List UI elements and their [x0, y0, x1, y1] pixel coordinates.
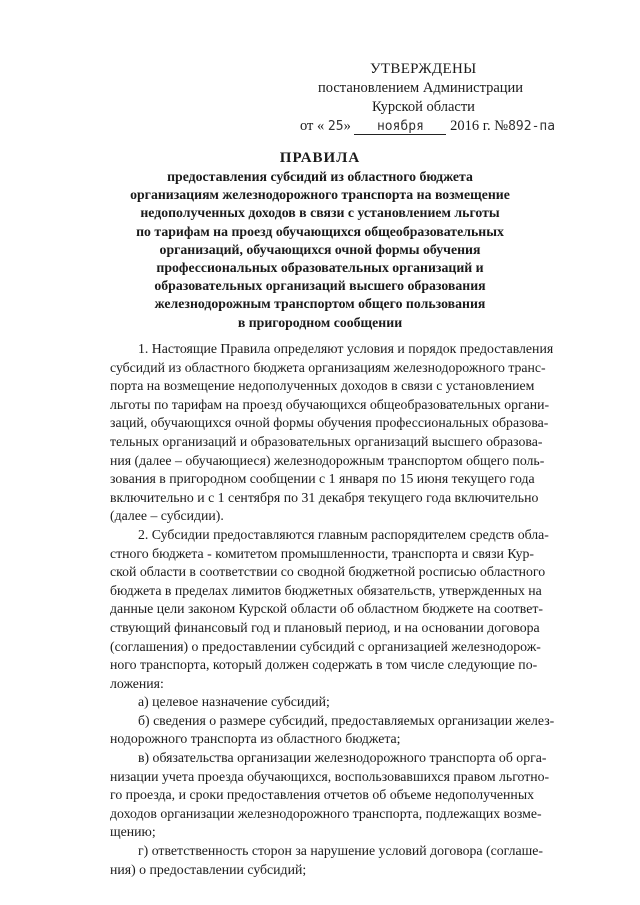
- subtitle-line: в пригородном сообщении: [237, 314, 403, 330]
- body-line: бюджета в пределах лимитов бюджетных обязательств, утвержденных на: [110, 582, 542, 598]
- body-line: (соглашения) о предоставлении субсидий с организацией железнодорож-: [110, 638, 541, 654]
- subtitle-line: профессиональных образовательных организаций и: [156, 260, 484, 276]
- approval-stamp: [300, 60, 556, 136]
- body-line: (далее – субсидии).: [110, 508, 224, 524]
- document-title: ПРАВИЛА: [279, 150, 361, 166]
- subtitle-line: организациям железнодорожного транспорта на возмещение: [130, 187, 510, 203]
- body-line: данные цели законом Курской области об областном бюджете на соответ-: [110, 601, 543, 617]
- subtitle-line: образовательных организаций высшего образования: [154, 278, 486, 294]
- body-line: го проезда, и сроки предоставления отчетов об объеме недополученных: [110, 787, 534, 803]
- document-body: [110, 340, 555, 879]
- body-line: ного транспорта, который должен содержать в том числе следующие по-: [110, 657, 538, 673]
- body-line: льготы по тарифам на проезд обучающихся общеобразовательных органи-: [110, 396, 550, 412]
- date-mid: »: [343, 118, 351, 134]
- body-line: а) целевое назначение субсидий;: [138, 694, 330, 710]
- subtitle-line: предоставления субсидий из областного бюджета: [167, 169, 473, 184]
- document-number: 892-па: [508, 119, 556, 134]
- date-year: 2016 г. №: [450, 118, 509, 134]
- body-line: субсидий из областного бюджета организациям железнодорожного транс-: [110, 359, 546, 375]
- subtitle-line: организаций, обучающихся очной формы обучения: [159, 241, 481, 257]
- body-line: 1. Настоящие Правила определяют условия и порядок предоставления: [138, 341, 554, 356]
- body-line: тельных организаций и образовательных организаций высшего образова-: [110, 433, 543, 449]
- body-line: низации учета проезда обучающихся, воспользовавшихся правом льготно-: [110, 768, 550, 784]
- body-line: г) ответственность сторон за нарушение условий договора (соглаше-: [138, 843, 543, 859]
- body-line: стного бюджета - комитетом промышленности, транспорта и связи Кур-: [110, 545, 534, 561]
- subtitle-line: по тарифам на проезд обучающихся общеобразовательных: [136, 223, 504, 239]
- subtitle-line: недополученных доходов в связи с установлением льготы: [140, 205, 500, 221]
- date-prefix: от «: [300, 118, 325, 134]
- approval-region: Курской области: [372, 99, 475, 115]
- approval-date: [300, 117, 556, 136]
- body-line: зования в пригородном сообщении с 1 января по 15 июня текущего года: [110, 471, 535, 487]
- body-line: б) сведения о размере субсидий, предоставляемых организации желез-: [138, 712, 555, 728]
- date-month: ноября: [354, 119, 446, 135]
- body-line: ложения:: [110, 675, 164, 691]
- body-line: 2. Субсидии предоставляются главным распорядителем средств обла-: [138, 526, 549, 542]
- body-line: ния) о предоставлении субсидий;: [110, 861, 307, 877]
- body-line: в) обязательства организации железнодорожного транспорта об орга-: [138, 750, 547, 766]
- approval-title: УТВЕРЖДЕНЫ: [370, 61, 477, 77]
- body-line: доходов организации железнодорожного транспорта, подлежащих возме-: [110, 805, 542, 821]
- body-line: ния (далее – обучающиеся) железнодорожным транспортом общего поль-: [110, 452, 545, 468]
- subtitle-line: железнодорожным транспортом общего пользования: [154, 296, 486, 312]
- body-line: заций, обучающихся очной формы обучения профессиональных образова-: [110, 415, 549, 431]
- document-subtitle: [120, 168, 520, 332]
- body-line: ской области в соответствии со сводной бюджетной росписью областного: [110, 564, 546, 580]
- body-line: щению;: [110, 824, 156, 840]
- date-day: 25: [327, 119, 344, 134]
- body-line: включительно и с 1 сентября по 31 декабря текущего года включительно: [110, 489, 539, 505]
- approval-by: постановлением Администрации: [318, 80, 524, 96]
- body-line: нодорожного транспорта из областного бюджета;: [110, 731, 401, 747]
- body-line: порта на возмещение недополученных доходов в связи с установлением: [110, 378, 535, 394]
- body-line: ствующий финансовый год и плановый период, и на основании договора: [110, 619, 540, 635]
